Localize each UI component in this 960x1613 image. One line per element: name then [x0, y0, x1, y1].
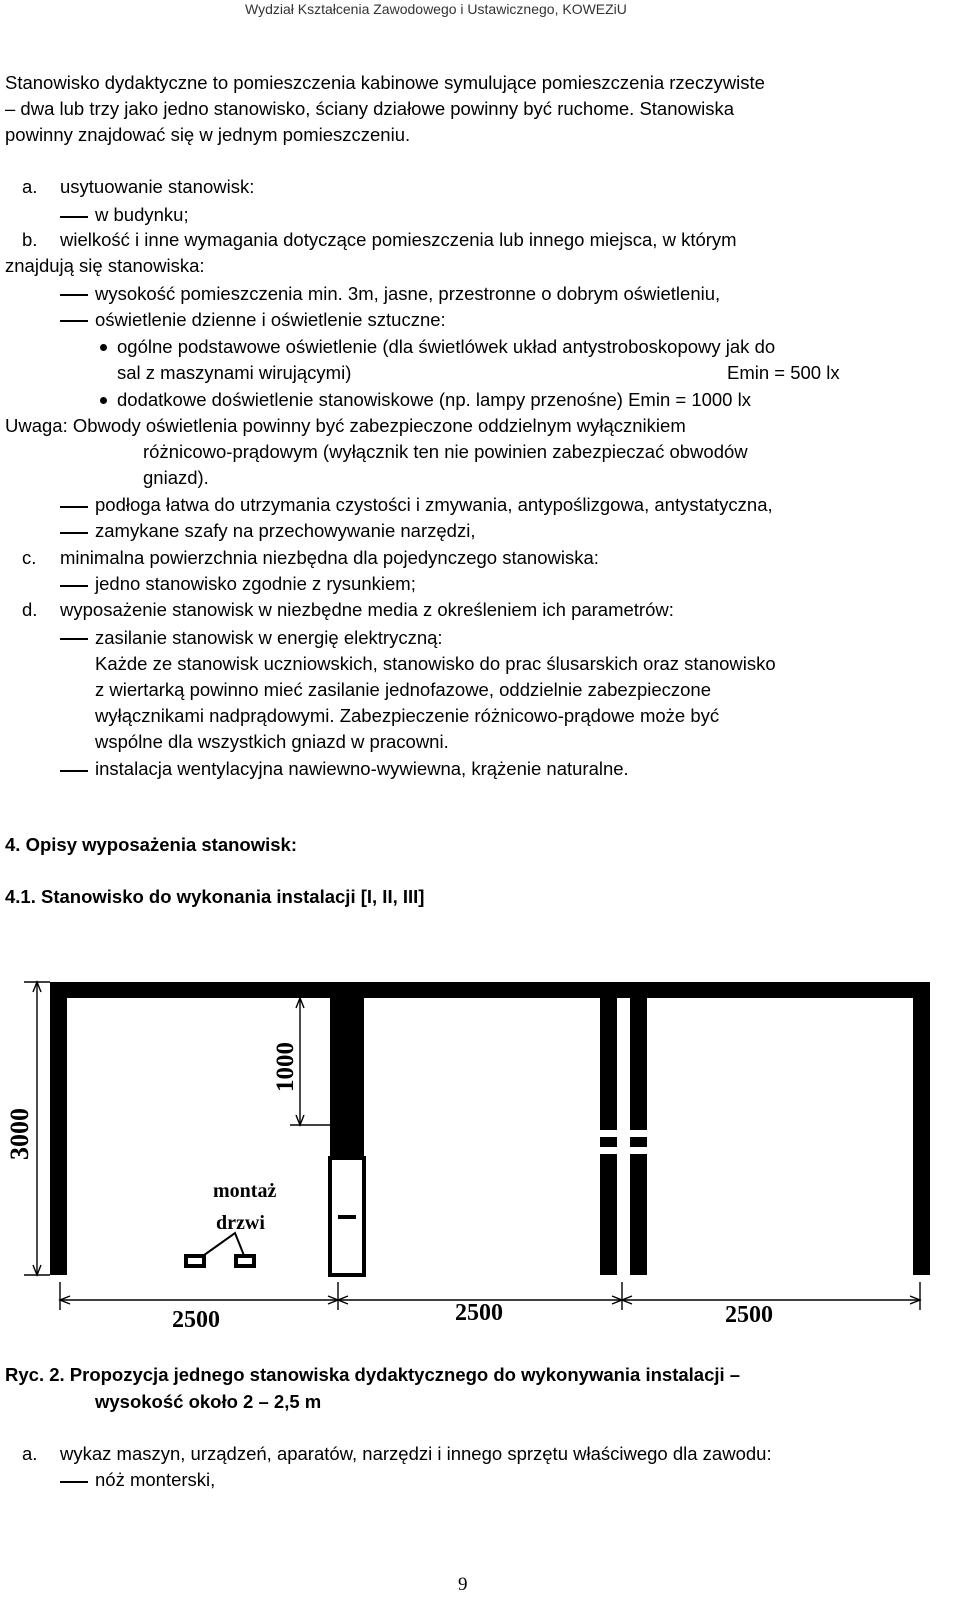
- list-item-b-dash-3: podłoga łatwa do utrzymania czystości i zmywania, antypoślizgowa, antystatyczna,: [95, 494, 773, 515]
- list-item-d-para-2: z wiertarką powinno mieć zasilanie jednofazowe, oddzielnie zabezpieczone: [95, 679, 711, 700]
- list-item-b-dash-4: zamykane szafy na przechowywanie narzędzi,: [95, 520, 476, 541]
- page-header: Wydział Kształcenia Zawodowego i Ustawicznego, KOWEZiU: [245, 1, 627, 17]
- left-outer-wall: [50, 982, 67, 1275]
- list-item-b-dash-2: oświetlenie dzienne i oświetlenie sztuczne:: [95, 309, 446, 330]
- list-item-b-line-1: wielkość i inne wymagania dotyczące pomieszczenia lub innego miejsca, w którym: [60, 229, 737, 250]
- dash-bullet: [60, 770, 88, 772]
- door-markers: [186, 1256, 254, 1266]
- dim-width-2: 2500: [455, 1300, 503, 1326]
- dash-bullet: [60, 1481, 88, 1483]
- label-drzwi: drzwi: [216, 1212, 265, 1234]
- section-heading-4-1: 4.1. Stanowisko do wykonania instalacji [I, II, III]: [5, 886, 425, 907]
- note-line-3: gniazd).: [143, 467, 209, 488]
- label-montaz: montaż: [213, 1180, 277, 1202]
- dash-bullet: [60, 638, 88, 640]
- door-marker-right: [236, 1256, 254, 1266]
- dim-width-3: 2500: [725, 1302, 773, 1328]
- list-item-a-dash-1: w budynku;: [95, 204, 189, 225]
- list2-item-a-dash-1: nóż monterski,: [95, 1469, 216, 1490]
- list2-label-a: a.: [22, 1443, 38, 1464]
- bullet-dot: [100, 397, 107, 404]
- break: [598, 1130, 650, 1137]
- dash-bullet: [60, 506, 88, 508]
- partition-1-door-bar: [338, 1215, 356, 1219]
- intro-line-3: powinny znajdować się w jednym pomieszczeniu.: [5, 124, 411, 145]
- bullet-1-line-1: ogólne podstawowe oświetlenie (dla świetlówek układ antystroboskopowy jak do: [117, 336, 776, 357]
- page-number: 9: [458, 1574, 468, 1595]
- list-item-c: minimalna powierzchnia niezbędna dla pojedynczego stanowiska:: [60, 547, 599, 568]
- list-item-c-dash-1: jedno stanowisko zgodnie z rysunkiem;: [95, 573, 416, 594]
- figure-caption-line-2: wysokość około 2 – 2,5 m: [95, 1391, 322, 1412]
- dim-1000-label: 1000: [272, 1042, 299, 1092]
- list-item-d: wyposażenie stanowisk w niezbędne media z określeniem ich parametrów:: [60, 599, 674, 620]
- dim-3000-label: 3000: [5, 1108, 34, 1160]
- dash-bullet: [60, 320, 88, 322]
- dash-bullet: [60, 294, 88, 296]
- bullet-dot: [100, 344, 107, 351]
- list-label-a: a.: [22, 176, 38, 197]
- door-marker-left: [186, 1256, 204, 1266]
- top-wall: [50, 982, 930, 998]
- dash-bullet: [60, 585, 88, 587]
- list-item-b-line-2: znajdują się stanowiska:: [5, 255, 205, 276]
- list-item-d-dash-2: instalacja wentylacyjna nawiewno-wywiewna, krążenie naturalne.: [95, 758, 629, 779]
- intro-line-2: – dwa lub trzy jako jedno stanowisko, ściany działowe powinny być ruchome. Stanowiska: [5, 98, 735, 119]
- list-label-c: c.: [22, 547, 37, 568]
- list-label-d: d.: [22, 599, 38, 620]
- dash-bullet: [60, 216, 88, 218]
- note-line-2: różnicowo-prądowym (wyłącznik ten nie powinien zabezpieczać obwodów: [143, 441, 748, 462]
- bullet-1-line-2: sal z maszynami wirującymi): [117, 362, 352, 383]
- dash-bullet: [60, 532, 88, 534]
- figure-caption-line-1: Ryc. 2. Propozycja jednego stanowiska dydaktycznego do wykonywania instalacji –: [5, 1364, 741, 1385]
- bullet-1-value: Emin = 500 lx: [727, 362, 840, 383]
- break: [598, 1147, 650, 1154]
- list-label-b: b.: [22, 229, 38, 250]
- list2-item-a: wykaz maszyn, urządzeń, aparatów, narzędzi i innego sprzętu właściwego dla zawodu:: [60, 1443, 772, 1464]
- partition-1-upper-b: [347, 998, 364, 1158]
- list-item-a: usytuowanie stanowisk:: [60, 176, 255, 197]
- walls: [50, 982, 930, 1275]
- bullet-2: dodatkowe doświetlenie stanowiskowe (np. lampy przenośne) Emin = 1000 lx: [117, 389, 751, 410]
- dim-width-1: 2500: [172, 1307, 220, 1333]
- list-item-d-para-3: wyłącznikami nadprądowymi. Zabezpieczenie różnicowo-prądowe może być: [95, 705, 720, 726]
- list-item-d-dash-1: zasilanie stanowisk w energię elektryczną:: [95, 627, 443, 648]
- note-line-1: Uwaga: Obwody oświetlenia powinny być zabezpieczone oddzielnym wyłącznikiem: [5, 415, 686, 436]
- right-outer-wall: [913, 982, 930, 1275]
- list-item-b-dash-1: wysokość pomieszczenia min. 3m, jasne, przestronne o dobrym oświetleniu,: [95, 283, 721, 304]
- list-item-d-para-4: wspólne dla wszystkich gniazd w pracowni.: [95, 731, 449, 752]
- section-heading-4: 4. Opisy wyposażenia stanowisk:: [5, 834, 297, 855]
- list-item-d-para-1: Każde ze stanowisk uczniowskich, stanowisko do prac ślusarskich oraz stanowisko: [95, 653, 776, 674]
- partition-1-upper: [330, 998, 347, 1158]
- intro-line-1: Stanowisko dydaktyczne to pomieszczenia kabinowe symulujące pomieszczenia rzeczywiste: [5, 72, 765, 93]
- floor-plan-figure: [0, 965, 960, 1350]
